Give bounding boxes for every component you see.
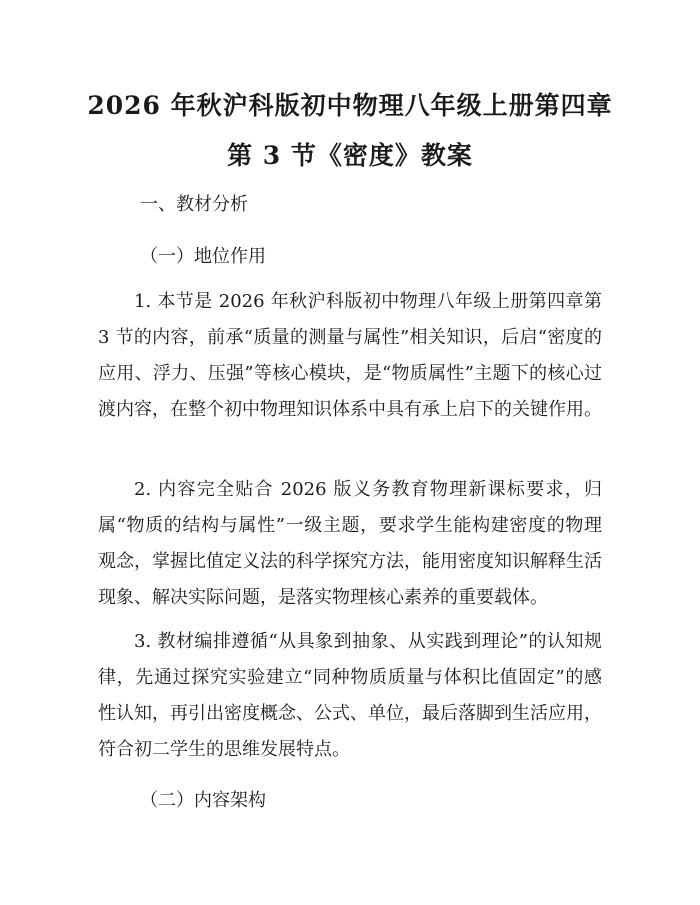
paragraph-1: 1. 本节是 2026 年秋沪科版初中物理八年级上册第四章第 3 节的内容，前承“质量的测量与属性”相关知识，后启“密度的应用、浮力、压强”等核心模块，是“物质属性”主题下的核心过渡内容，在整个初中物理知识体系中具有承上启下的关键作用。 (98, 291, 602, 420)
document-title-line-1: 2026 年秋沪科版初中物理八年级上册第四章 (87, 91, 613, 120)
paragraph-3: 3. 教材编排遵循“从具象到抽象、从实践到理论”的认知规律，先通过探究实验建立“同种物质质量与体积比值固定”的感性认知，再引出密度概念、公式、单位，最后落脚到生活应用，符合初二学生的思维发展特点。 (98, 631, 602, 760)
document-title-line-2: 第 3 节《密度》教案 (227, 141, 473, 170)
paragraph-2: 2. 内容完全贴合 2026 版义务教育物理新课标要求，归属“物质的结构与属性”一级主题，要求学生能构建密度的物理观念，掌握比值定义法的科学探究方法，能用密度知识解释生活现象、解决实际问题，是落实物理核心素养的重要载体。 (98, 479, 602, 608)
subsection-heading-position-role: （一）地位作用 (140, 246, 266, 267)
subsection-heading-content-structure: （二）内容架构 (140, 790, 266, 811)
section-heading-teaching-material-analysis: 一、教材分析 (140, 194, 248, 215)
